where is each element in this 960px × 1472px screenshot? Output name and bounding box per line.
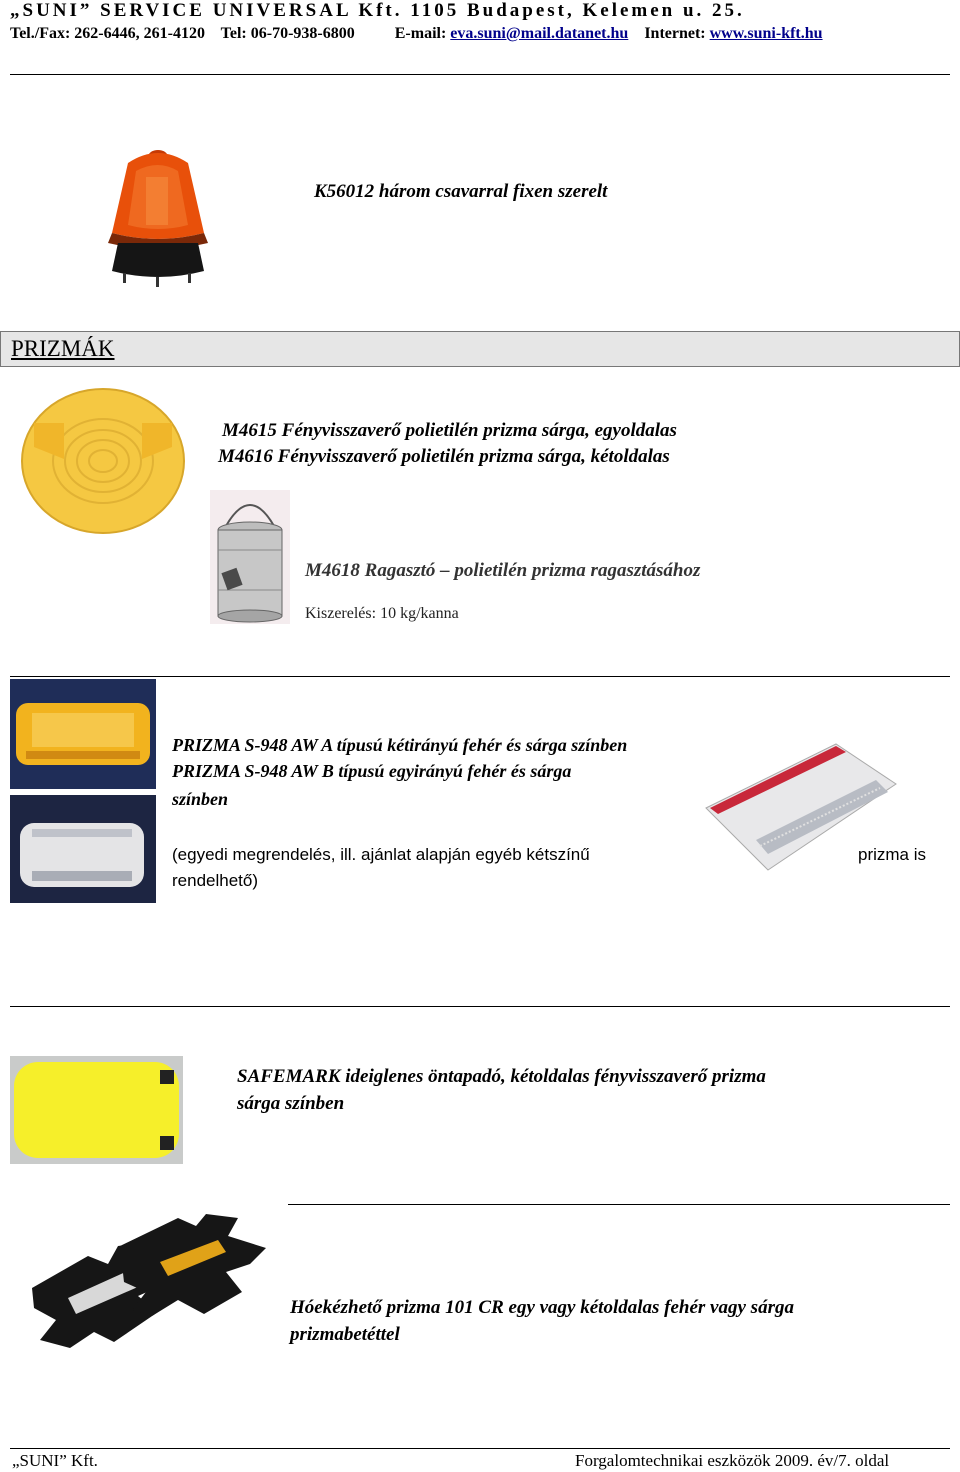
website-link[interactable]: www.suni-kft.hu: [709, 25, 823, 42]
s948-line1: PRIZMA S-948 AW A típusú kétirányú fehér és sárga színben: [172, 735, 628, 755]
yellow-temporary-prism-icon: [10, 1056, 183, 1164]
prism-round-line2: M4616 Fényvisszaverő polietilén prizma sárga, kétoldalas: [218, 446, 670, 467]
tel: Tel: 06-70-938-6800: [220, 25, 355, 42]
safemark-line1: SAFEMARK ideiglenes öntapadó, kétoldalas fényvisszaverő prizma: [237, 1066, 766, 1087]
s948-line3: színben: [172, 789, 229, 809]
beacon-caption: K56012 három csavarral fixen szerelt: [314, 181, 608, 202]
s948-note2: rendelhető): [172, 871, 259, 890]
section-title: PRIZMÁK: [11, 336, 115, 361]
contact-line: [10, 25, 823, 43]
safemark-line2: sárga színben: [237, 1093, 345, 1114]
email-label: E-mail:: [394, 25, 447, 42]
yellow-round-prism-icon: [20, 387, 186, 535]
footer-right: Forgalomtechnikai eszközök 2009. év/7. oldal: [575, 1451, 890, 1470]
snowplowable-prisms-icon: [28, 1212, 274, 1362]
yellow-road-stud-icon: [10, 679, 156, 789]
white-road-stud-icon: [10, 795, 156, 903]
header-rule: [10, 74, 950, 75]
section-header: [0, 331, 960, 367]
snowplow-line2: prizmabetéttel: [290, 1324, 400, 1345]
tel-fax: Tel./Fax: 262-6446, 261-4120: [10, 25, 205, 42]
white-red-road-stud-icon: [696, 736, 906, 878]
email-link[interactable]: eva.suni@mail.datanet.hu: [450, 25, 629, 42]
rule-3: [288, 1204, 950, 1205]
company-header: „SUNI” SERVICE UNIVERSAL Kft. 1105 Budapest, Kelemen u. 25.: [10, 0, 745, 21]
s948-note-right: prizma is: [858, 845, 927, 864]
adhesive-packaging: Kiszerelés: 10 kg/kanna: [305, 605, 459, 622]
s948-note1: (egyedi megrendelés, ill. ajánlat alapján egyéb kétszínű: [172, 845, 590, 864]
s948-line2: PRIZMA S-948 AW B típusú egyirányú fehér és sárga: [172, 761, 572, 781]
footer-left: „SUNI” Kft.: [12, 1451, 98, 1470]
snowplow-line1: Hóekézhető prizma 101 CR egy vagy kétoldalas fehér vagy sárga: [290, 1297, 794, 1318]
prism-round-line1: M4615 Fényvisszaverő polietilén prizma sárga, egyoldalas: [222, 420, 677, 441]
amber-beacon-icon: [28, 133, 258, 305]
internet-label: Internet:: [644, 25, 706, 42]
rule-1: [10, 676, 950, 677]
adhesive-title: M4618 Ragasztó – polietilén prizma ragasztásához: [305, 560, 701, 581]
adhesive-can-icon: [210, 490, 290, 624]
footer-rule: [10, 1448, 950, 1449]
rule-2: [10, 1006, 950, 1007]
